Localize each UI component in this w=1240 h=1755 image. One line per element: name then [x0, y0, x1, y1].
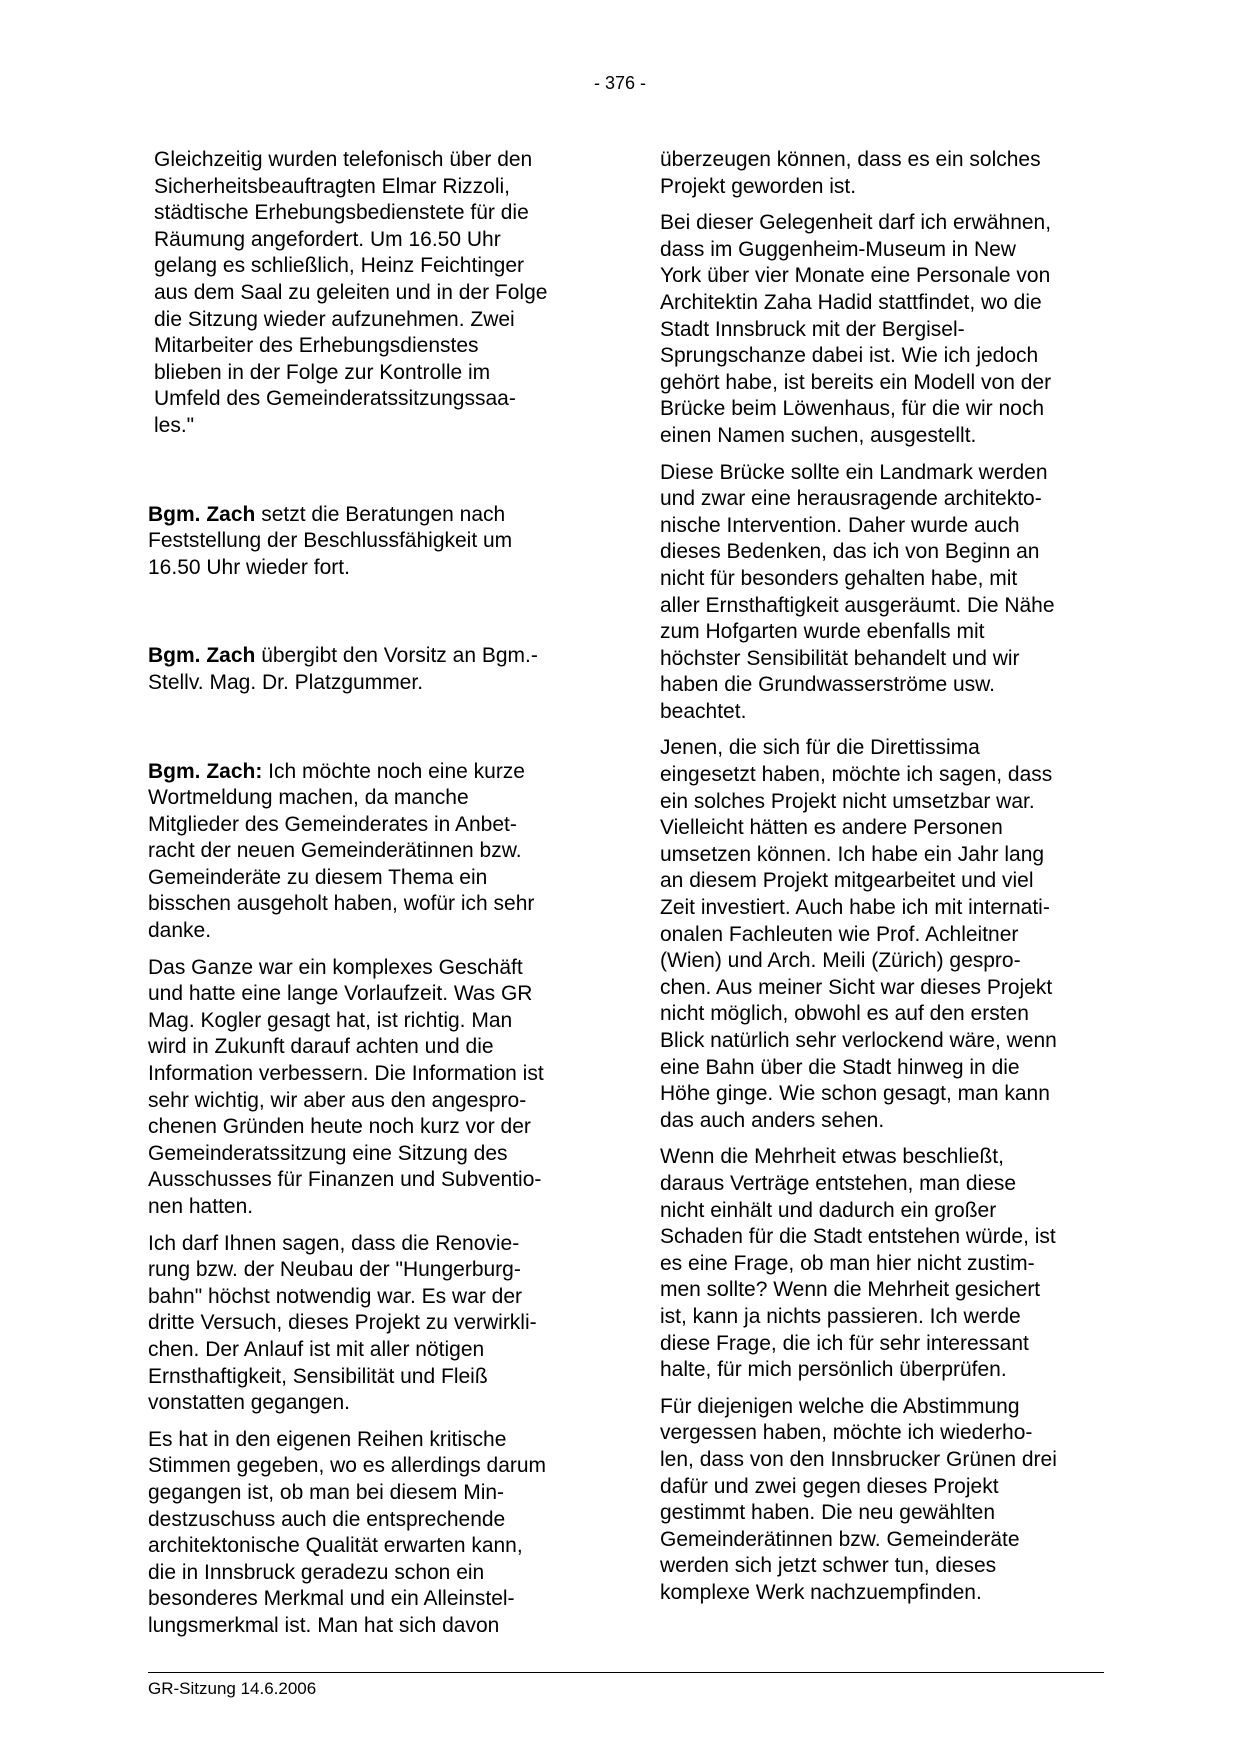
- text-line: gegangen ist, ob man bei diesem Min-: [148, 1480, 505, 1504]
- text-line: bisschen ausgeholt haben, wofür ich sehr: [148, 892, 535, 916]
- text-line: und hatte eine lange Vorlaufzeit. Was GR: [148, 982, 533, 1006]
- text-line: Information verbessern. Die Information ist: [148, 1062, 544, 1086]
- text-line: Mag. Kogler gesagt hat, ist richtig. Man: [148, 1008, 513, 1032]
- page-number: - 376 -: [593, 73, 647, 93]
- text-line: Wenn die Mehrheit etwas beschließt,: [660, 1145, 1004, 1169]
- text-line: architektonische Qualität erwarten kann,: [148, 1534, 523, 1558]
- text-line: [148, 759, 598, 786]
- text-line: höchster Sensibilität behandelt und wir: [660, 646, 1020, 670]
- speaker-text: setzt die Beratungen nach: [255, 502, 506, 526]
- text-line: Gleichzeitig wurden telefonisch über den: [154, 148, 533, 171]
- text-line: Ausschusses für Finanzen und Subventio-: [148, 1168, 542, 1192]
- text-line: aus dem Saal zu geleiten und in der Folge: [154, 280, 548, 304]
- text-line: Gemeinderätinnen bzw. Gemeinderäte: [660, 1527, 1020, 1551]
- text-line: dass im Guggenheim-Museum in New: [660, 237, 1016, 261]
- text-line: überzeugen können, dass es ein solches: [660, 148, 1041, 171]
- text-line: Das Ganze war ein komplexes Geschäft: [148, 955, 523, 979]
- text-line: städtische Erhebungsbedienstete für die: [154, 201, 529, 225]
- text-line: men sollte? Wenn die Mehrheit gesichert: [660, 1278, 1041, 1302]
- text-line: das auch anders sehen.: [660, 1108, 885, 1132]
- text-line: Räumung angefordert. Um 16.50 Uhr: [154, 227, 501, 251]
- text-line: nicht einhält und dadurch ein großer: [660, 1198, 997, 1222]
- text-line: Höhe ginge. Wie schon gesagt, man kann: [660, 1082, 1050, 1106]
- text-line: Schaden für die Stadt entstehen würde, ist: [660, 1225, 1056, 1249]
- speaker-text: übergibt den Vorsitz an Bgm.-: [255, 644, 538, 668]
- footer-session-date: GR-Sitzung 14.6.2006: [148, 1679, 317, 1698]
- text-line: gehört habe, ist bereits ein Modell von der: [660, 370, 1052, 394]
- text-line: nicht möglich, obwohl es auf den ersten: [660, 1002, 1029, 1026]
- paragraph-ueberzeugen: [660, 147, 1110, 200]
- paragraph-direttissima: [660, 735, 1110, 1134]
- paragraph-zach-resumes: [148, 502, 598, 582]
- text-line: komplexe Werk nachzuempfinden.: [660, 1580, 982, 1604]
- text-line: onalen Fachleuten wie Prof. Achleitner: [660, 922, 1019, 946]
- paragraph-renovierung: [148, 1231, 598, 1417]
- text-line: Mitarbeiter des Erhebungsdienstes: [154, 334, 479, 358]
- text-line: danke.: [148, 919, 212, 943]
- text-line: einen Namen suchen, ausgestellt.: [660, 423, 977, 447]
- text-line: Diese Brücke sollte ein Landmark werden: [660, 460, 1048, 484]
- text-line: eingesetzt haben, möchte ich sagen, dass: [660, 763, 1053, 787]
- speaker-name: Bgm. Zach:: [148, 759, 263, 783]
- text-line: nicht für besonders gehalten habe, mit: [660, 566, 1018, 590]
- text-line: dafür und zwei gegen dieses Projekt: [660, 1474, 999, 1498]
- text-line: Mitglieder des Gemeinderates in Anbet-: [148, 812, 517, 836]
- text-line: Wortmeldung machen, da manche: [148, 786, 469, 810]
- right-column: [660, 147, 1110, 1606]
- text-line: Projekt geworden ist.: [660, 174, 857, 198]
- text-line: York über vier Monate eine Personale von: [660, 264, 1051, 288]
- text-line: gestimmt haben. Die neu gewählten: [660, 1501, 996, 1525]
- text-line: vergessen haben, möchte ich wiederho-: [660, 1421, 1033, 1445]
- text-line: Sprungschanze dabei ist. Wie ich jedoch: [660, 344, 1039, 368]
- paragraph-zach-statement: [148, 759, 598, 945]
- text-line: Gemeinderäte zu diesem Thema ein: [148, 865, 488, 889]
- text-line: eine Bahn über die Stadt hinweg in die: [660, 1055, 1020, 1079]
- text-line: Ernsthaftigkeit, Sensibilität und Fleiß: [148, 1364, 488, 1388]
- text-line: zum Hofgarten wurde ebenfalls mit: [660, 620, 985, 644]
- text-line: wird in Zukunft darauf achten und die: [148, 1035, 494, 1059]
- text-line: Jenen, die sich für die Direttissima: [660, 736, 980, 760]
- footer-divider: [148, 1672, 1104, 1673]
- text-line: Feststellung der Beschlussfähigkeit um: [148, 529, 513, 553]
- text-line: Stadt Innsbruck mit der Bergisel-: [660, 317, 965, 341]
- text-line: vonstatten gegangen.: [148, 1391, 351, 1415]
- text-line: Brücke beim Löwenhaus, für die wir noch: [660, 397, 1045, 421]
- text-line: bahn" höchst notwendig war. Es war der: [148, 1284, 523, 1308]
- text-line: Es hat in den eigenen Reihen kritische: [148, 1427, 507, 1451]
- paragraph-mehrheit: [660, 1144, 1110, 1383]
- text-line: 16.50 Uhr wieder fort.: [148, 555, 350, 579]
- text-line: racht der neuen Gemeinderätinnen bzw.: [148, 839, 522, 863]
- paragraph-quote-end: [148, 147, 598, 440]
- text-line: die in Innsbruck geradezu schon ein: [148, 1560, 485, 1584]
- text-line: und zwar eine herausragende architekto-: [660, 487, 1042, 511]
- text-line: Architektin Zaha Hadid stattfindet, wo die: [660, 290, 1042, 314]
- text-line: beachtet.: [660, 699, 747, 723]
- paragraph-abstimmung: [660, 1394, 1110, 1607]
- text-line: [148, 643, 598, 670]
- text-line: nische Intervention. Daher wurde auch: [660, 513, 1020, 537]
- text-line: chen. Aus meiner Sicht war dieses Projekt: [660, 975, 1053, 999]
- text-line: chenen Gründen heute noch kurz vor der: [148, 1115, 531, 1139]
- text-line: werden sich jetzt schwer tun, dieses: [660, 1554, 997, 1578]
- paragraph-zach-hands-over: [148, 643, 598, 696]
- text-line: dieses Bedenken, das ich von Beginn an: [660, 540, 1040, 564]
- speaker-text: Ich möchte noch eine kurze: [262, 759, 525, 783]
- text-line: Gemeinderatssitzung eine Sitzung des: [148, 1141, 508, 1165]
- speaker-name: Bgm. Zach: [148, 644, 256, 668]
- text-line: Ich darf Ihnen sagen, dass die Renovie-: [148, 1231, 520, 1255]
- text-line: ein solches Projekt nicht umsetzbar war.: [660, 789, 1035, 813]
- paragraph-guggenheim: [660, 210, 1110, 449]
- text-line: Stimmen gegeben, wo es allerdings darum: [148, 1454, 547, 1478]
- text-line: sehr wichtig, wir aber aus den angespro-: [148, 1088, 527, 1112]
- text-line: Zeit investiert. Auch habe ich mit internati-: [660, 896, 1050, 920]
- text-line: Umfeld des Gemeinderatssitzungssaa-: [154, 387, 516, 411]
- text-line: len, dass von den Innsbrucker Grünen drei: [660, 1447, 1057, 1471]
- text-line: blieben in der Folge zur Kontrolle im: [154, 360, 491, 384]
- text-line: lungsmerkmal ist. Man hat sich davon: [148, 1613, 500, 1637]
- text-line: (Wien) und Arch. Meili (Zürich) gespro-: [660, 949, 1021, 973]
- text-line: Sicherheitsbeauftragten Elmar Rizzoli,: [154, 174, 510, 198]
- text-line: chen. Der Anlauf ist mit aller nötigen: [148, 1337, 485, 1361]
- paragraph-landmark: [660, 460, 1110, 726]
- text-line: nen hatten.: [148, 1195, 254, 1218]
- text-line: die Sitzung wieder aufzunehmen. Zwei: [154, 307, 515, 331]
- text-line: diese Frage, die ich für sehr interessant: [660, 1331, 1029, 1355]
- text-line: ist, kann ja nichts passieren. Ich werde: [660, 1304, 1021, 1328]
- paragraph-kritische-stimmen: [148, 1427, 598, 1640]
- text-line: an diesem Projekt mitgearbeitet und viel: [660, 869, 1034, 893]
- text-line: destzuschuss auch die entsprechende: [148, 1507, 506, 1531]
- text-line: Für diejenigen welche die Abstimmung: [660, 1394, 1020, 1418]
- text-line: umsetzen können. Ich habe ein Jahr lang: [660, 842, 1045, 866]
- text-line: gelang es schließlich, Heinz Feichtinger: [154, 254, 525, 278]
- speaker-name: Bgm. Zach: [148, 502, 256, 526]
- text-line: haben die Grundwasserströme usw.: [660, 673, 996, 697]
- text-line: [148, 502, 598, 529]
- text-line: dritte Versuch, dieses Projekt zu verwirkli-: [148, 1311, 537, 1335]
- text-line: Stellv. Mag. Dr. Platzgummer.: [148, 670, 424, 694]
- text-line: rung bzw. der Neubau der "Hungerburg-: [148, 1258, 521, 1282]
- text-line: Blick natürlich sehr verlockend wäre, wenn: [660, 1029, 1057, 1052]
- text-line: les.": [154, 413, 195, 437]
- text-line: aller Ernsthaftigkeit ausgeräumt. Die Nähe: [660, 593, 1055, 617]
- paragraph-geschaeft: [148, 955, 598, 1221]
- left-column: [148, 147, 598, 1640]
- text-line: Bei dieser Gelegenheit darf ich erwähnen,: [660, 211, 1052, 235]
- text-line: besonderes Merkmal und ein Alleinstel-: [148, 1587, 515, 1611]
- text-line: daraus Verträge entstehen, man diese: [660, 1171, 1017, 1195]
- text-line: Vielleicht hätten es andere Personen: [660, 816, 1003, 840]
- text-line: es eine Frage, ob man hier nicht zustim-: [660, 1251, 1035, 1275]
- text-line: halte, für mich persönlich überprüfen.: [660, 1358, 1007, 1382]
